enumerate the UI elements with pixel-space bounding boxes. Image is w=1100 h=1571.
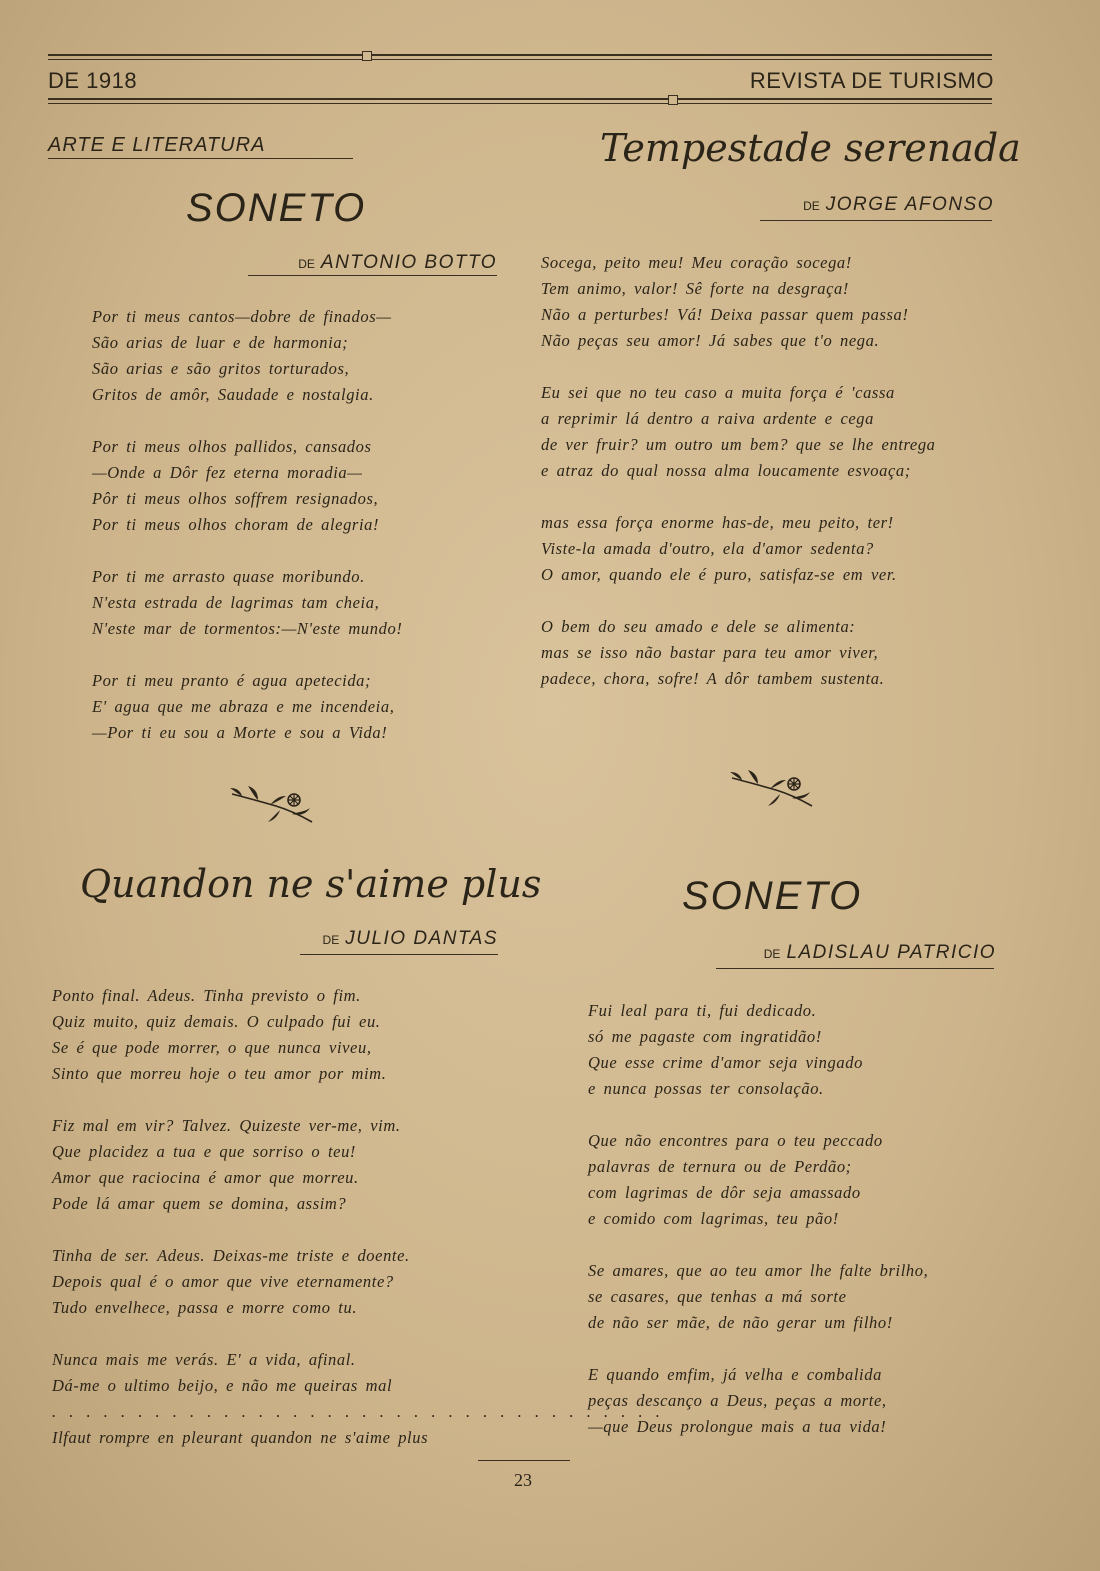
poem-title-quandon: Quandon ne s'aime plus [80, 862, 542, 906]
poem-line: Gritos de amôr, Saudade e nostalgia. [92, 385, 374, 404]
byline-afonso [803, 194, 994, 216]
poem-line: Se amares, que ao teu amor lhe falte brilho, [588, 1261, 929, 1280]
page-number: 23 [514, 1470, 532, 1490]
poem-line: Se é que pode morrer, o que nunca viveu, [52, 1038, 372, 1057]
poem-body-quandon [52, 983, 663, 1477]
poem-line: Tinha de ser. Adeus. Deixas-me triste e doente. [52, 1246, 410, 1265]
poem-line: Não peças seu amor! Já sabes que t'o nega. [541, 331, 880, 350]
poem-line: a reprimir lá dentro a raiva ardente e cega [541, 409, 874, 428]
poem-line: Quiz muito, quiz demais. O culpado fui eu. [52, 1012, 381, 1031]
poem-line: Que placidez a tua e que sorriso o teu! [52, 1142, 357, 1161]
poem-line: Amor que raciocina é amor que morreu. [52, 1168, 359, 1187]
author-botto: ANTONIO BOTTO [320, 252, 497, 273]
poem-line: de não ser mãe, de não gerar um filho! [588, 1313, 893, 1332]
byline-botto [298, 252, 497, 274]
poem-line: Por ti meus cantos—dobre de finados— [92, 307, 392, 326]
byline-patricio-underline [716, 968, 994, 969]
poem-line: palavras de ternura ou de Perdão; [588, 1157, 852, 1176]
byline-de: DE [322, 933, 340, 947]
byline-de: DE [298, 257, 315, 271]
poem-line: —que Deus prolongue mais a tua vida! [588, 1417, 887, 1436]
poem-body-tempestade [541, 250, 936, 718]
poem-line: Socega, peito meu! Meu coração socega! [541, 253, 852, 272]
byline-de: DE [763, 947, 781, 961]
poem-line: Pôr ti meus olhos soffrem resignados, [92, 489, 379, 508]
poem-line: Fiz mal em vir? Talvez. Quizeste ver-me, vim. [52, 1116, 401, 1135]
poem-line: Tem animo, valor! Sê forte na desgraça! [541, 279, 849, 298]
poem-stanza [541, 250, 936, 354]
poem-stanza [541, 614, 936, 692]
byline-de: DE [803, 199, 820, 213]
poem-title-tempestade: Tempestade serenada [600, 126, 1021, 170]
poem-title-soneto-botto: SONETO [186, 186, 367, 230]
poem-line: Que não encontres para o teu peccado [588, 1131, 883, 1150]
header-bottom-rule [48, 98, 992, 104]
poem-line: Eu sei que no teu caso a muita força é 'cassa [541, 383, 895, 402]
poem-stanza [588, 1258, 928, 1336]
poem-stanza [541, 510, 936, 588]
poem-line: Ilfaut rompre en pleurant quandon ne s'aime plus [52, 1428, 429, 1447]
section-label: ARTE E LITERATURA [48, 134, 266, 156]
poem-line: Sinto que morreu hoje o teu amor por mim. [52, 1064, 387, 1083]
poem-line: Nunca mais me verás. E' a vida, afinal. [52, 1350, 356, 1369]
poem-line: —Onde a Dôr fez eterna moradia— [92, 463, 363, 482]
byline-botto-underline [248, 275, 497, 276]
poem-line: mas se isso não bastar para teu amor viver, [541, 643, 879, 662]
poem-line: Por ti me arrasto quase moribundo. [92, 567, 365, 586]
poem-line: de ver fruir? um outro um bem? que se lhe entrega [541, 435, 936, 454]
poem-line: E' agua que me abraza e me incendeia, [92, 697, 395, 716]
poem-line: Por ti meu pranto é agua apetecida; [92, 671, 372, 690]
poem-stanza [541, 380, 936, 484]
author-patricio: LADISLAU PATRICIO [786, 942, 996, 963]
poem-line: Depois qual é o amor que vive eternamente? [52, 1272, 394, 1291]
byline-patricio [764, 942, 996, 964]
poem-line: O bem do seu amado e dele se alimenta: [541, 617, 856, 636]
poem-line: e nunca possas ter consolação. [588, 1079, 824, 1098]
poem-stanza [588, 1128, 928, 1232]
poem-line: Ponto final. Adeus. Tinha previsto o fim. [52, 986, 361, 1005]
poem-line: Por ti meus olhos pallidos, cansados [92, 437, 372, 456]
poem-stanza [588, 998, 928, 1102]
poem-line: mas essa força enorme has-de, meu peito, ter! [541, 513, 894, 532]
floral-sprig-icon [228, 780, 324, 828]
poem-stanza [52, 1113, 663, 1217]
poem-line: padece, chora, sofre! A dôr tambem sustenta. [541, 669, 885, 688]
poem-line: se casares, que tenhas a má sorte [588, 1287, 847, 1306]
poem-body-soneto-botto [92, 304, 402, 772]
poem-line: O amor, quando ele é puro, satisfaz-se em ver. [541, 565, 897, 584]
byline-dantas-underline [300, 954, 498, 955]
poem-stanza [92, 304, 402, 408]
poem-line: Tudo envelhece, passa e morre como tu. [52, 1298, 358, 1317]
header-top-rule [48, 54, 992, 60]
poem-title-soneto-patricio: SONETO [682, 874, 863, 918]
poem-line: N'esta estrada de lagrimas tam cheia, [92, 593, 380, 612]
poem-line: Viste-la amada d'outro, ela d'amor sedenta? [541, 539, 874, 558]
poem-line: Não a perturbes! Vá! Deixa passar quem passa! [541, 305, 909, 324]
poem-line: São arias de luar e de harmonia; [92, 333, 349, 352]
poem-line: N'este mar de tormentos:—N'este mundo! [92, 619, 403, 638]
author-dantas: JULIO DANTAS [345, 928, 498, 949]
poem-line: —Por ti eu sou a Morte e sou a Vida! [92, 723, 388, 742]
poem-line: peças descanço a Deus, peças a morte, [588, 1391, 887, 1410]
poem-stanza [52, 1243, 663, 1321]
section-label-underline [48, 158, 353, 159]
poem-line: E quando emfim, já velha e combalida [588, 1365, 882, 1384]
poem-line: Fui leal para ti, fui dedicado. [588, 1001, 817, 1020]
poem-stanza [92, 434, 402, 538]
poem-stanza [588, 1362, 928, 1440]
page-number-rule [478, 1460, 570, 1461]
poem-line: Dá-me o ultimo beijo, e não me queiras mal [52, 1376, 393, 1395]
header-left: DE 1918 [48, 68, 138, 93]
poem-line: Pode lá amar quem se domina, assim? [52, 1194, 347, 1213]
poem-stanza [92, 668, 402, 746]
poem-line: Que esse crime d'amor seja vingado [588, 1053, 863, 1072]
poem-line: e atraz do qual nossa alma loucamente esvoaça; [541, 461, 911, 480]
poem-line: Por ti meus olhos choram de alegria! [92, 515, 380, 534]
author-afonso: JORGE AFONSO [825, 194, 994, 215]
poem-line: São arias e são gritos torturados, [92, 359, 350, 378]
poem-line: com lagrimas de dôr seja amassado [588, 1183, 861, 1202]
poem-stanza [52, 1347, 663, 1451]
poem-body-soneto-patricio [588, 998, 928, 1466]
poem-line: e comido com lagrimas, teu pão! [588, 1209, 839, 1228]
header-right: REVISTA DE TURISMO [749, 68, 994, 93]
poem-line: . . . . . . . . . . . . . . . . . . . . . . . . . . . . . . . . . . . . [52, 1402, 663, 1421]
header-bottom-rule-box [668, 95, 678, 105]
poem-stanza [52, 983, 663, 1087]
poem-stanza [92, 564, 402, 642]
header-top-rule-box [362, 51, 372, 61]
floral-sprig-icon [728, 764, 824, 812]
byline-afonso-underline [760, 220, 992, 221]
poem-line: só me pagaste com ingratidão! [588, 1027, 822, 1046]
byline-dantas [323, 928, 498, 950]
